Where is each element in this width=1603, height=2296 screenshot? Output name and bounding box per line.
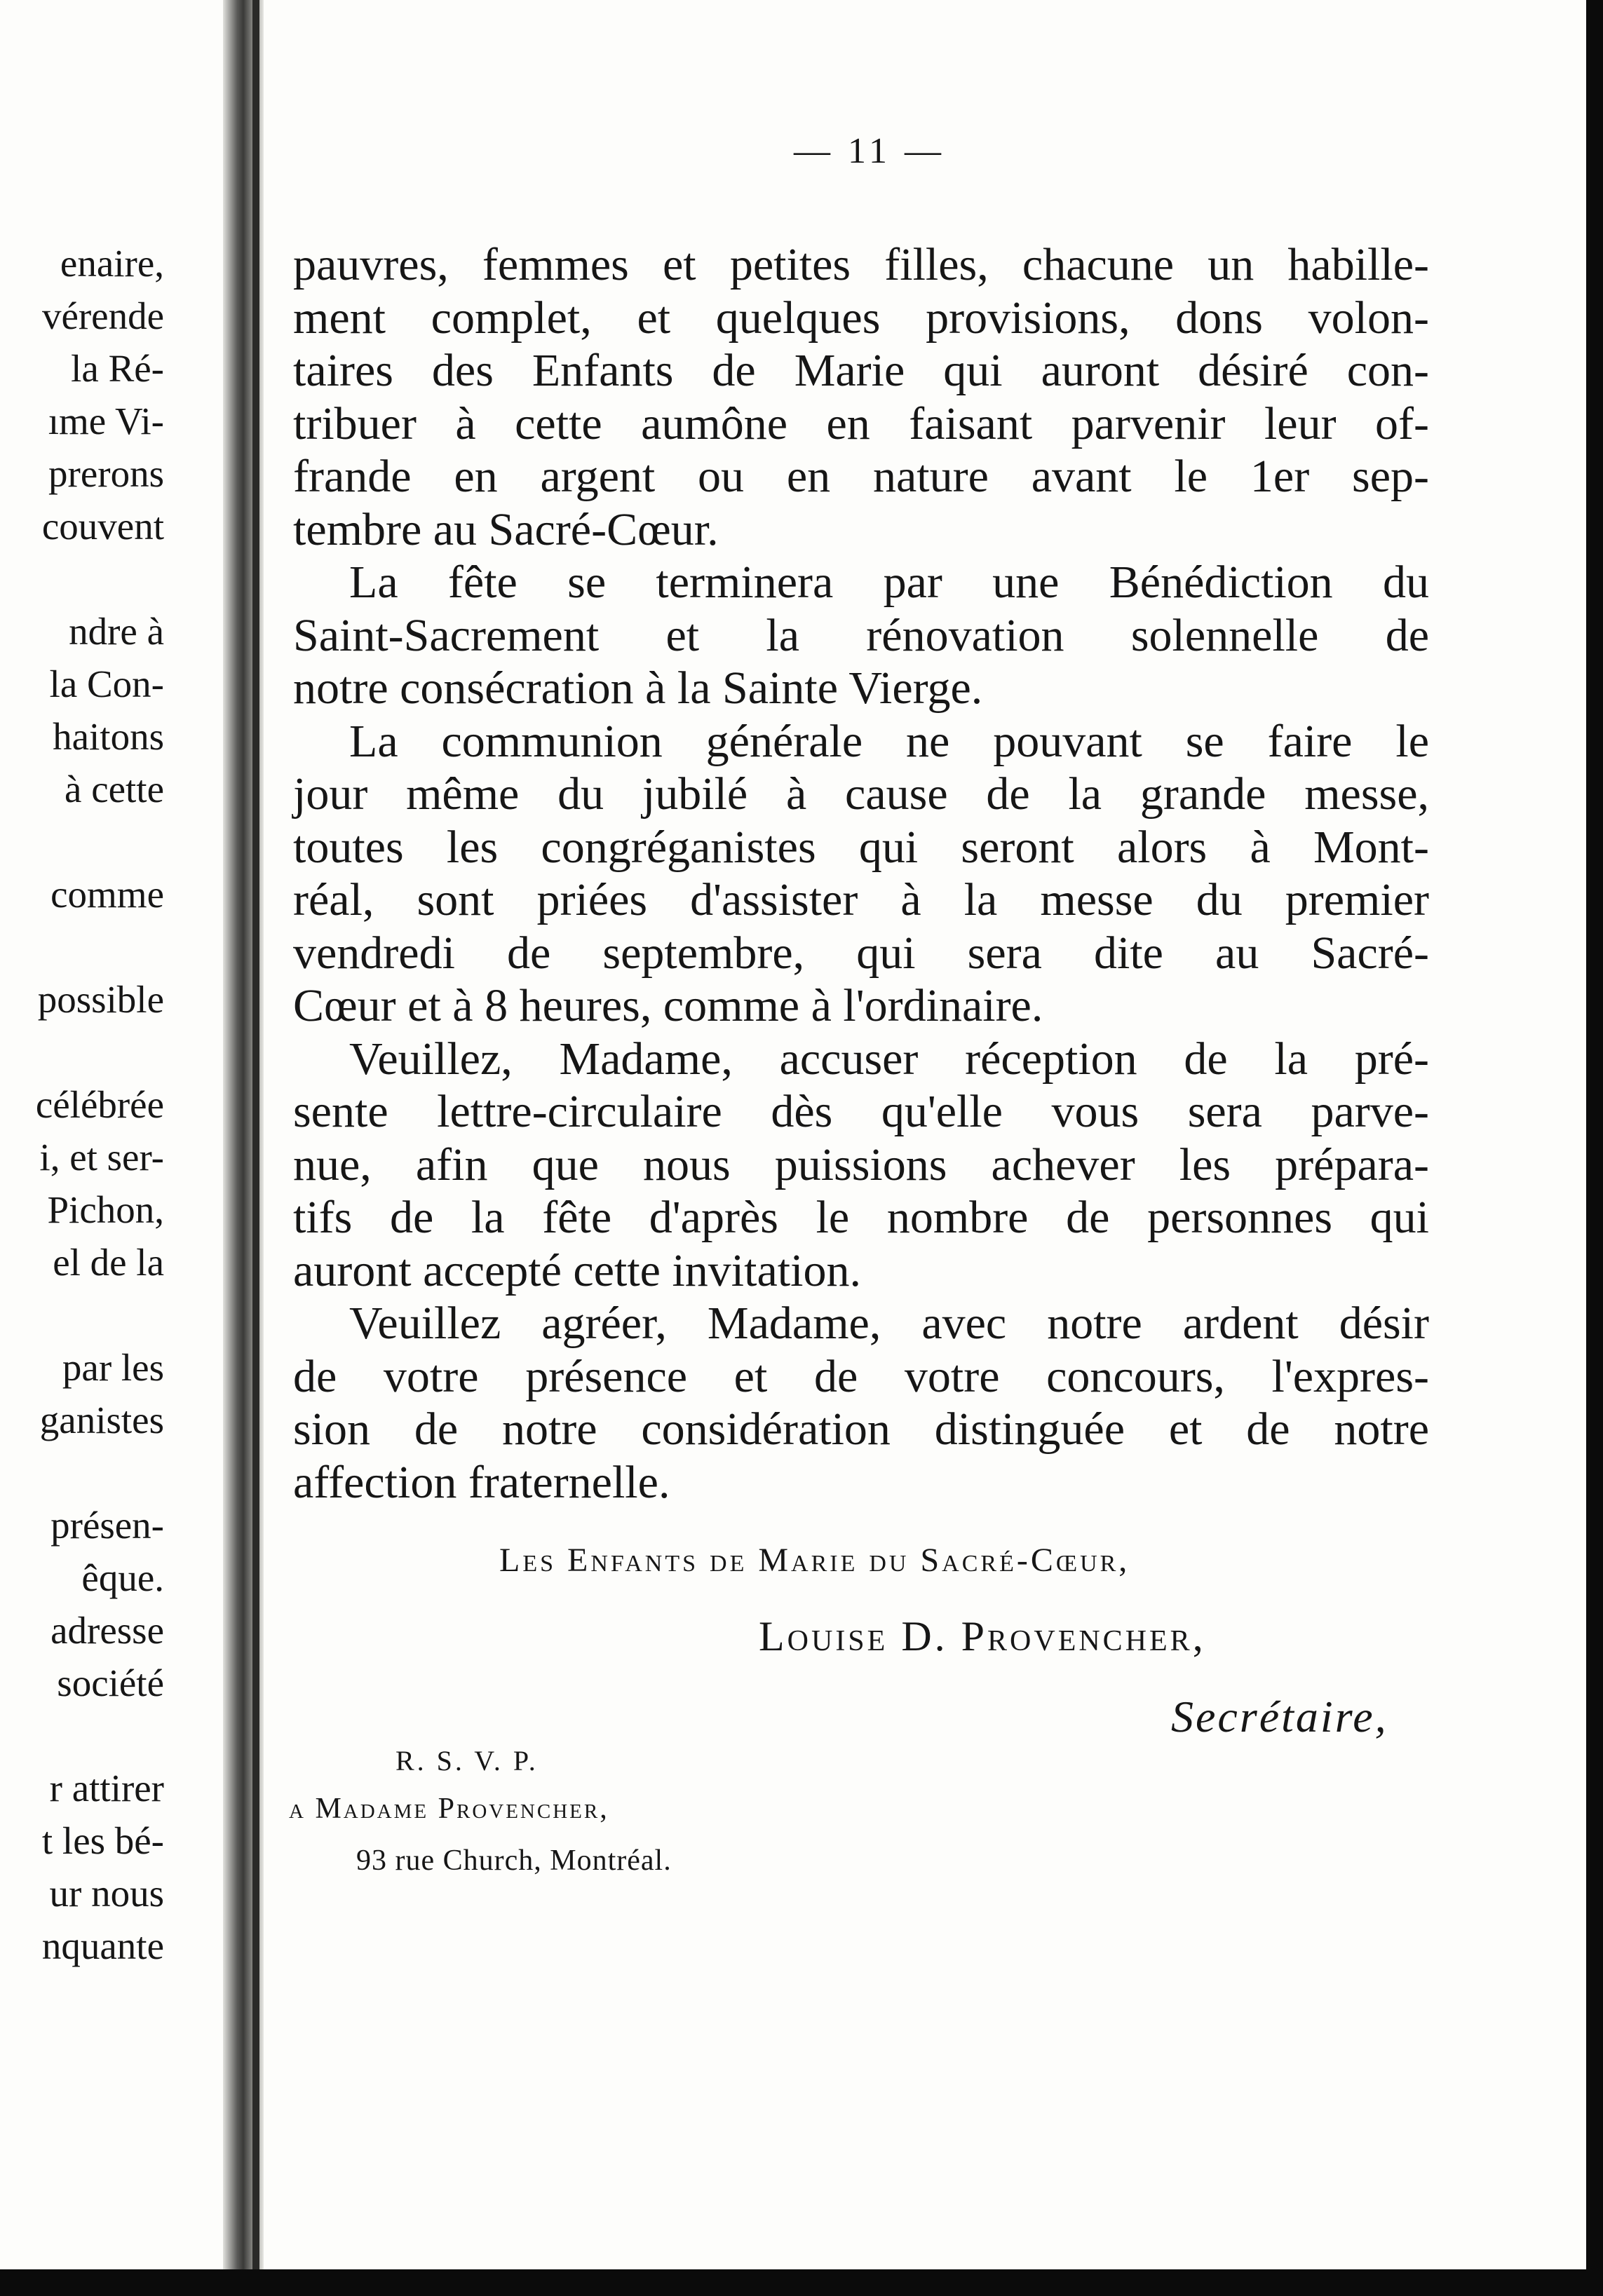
rsvp-recipient: a Madame Provencher, xyxy=(289,1793,609,1825)
body-line: La communion générale ne pouvant se faire le xyxy=(349,715,1429,767)
body-line: toutes les congréganistes qui seront alors à Mont- xyxy=(293,821,1429,873)
body-line: ment complet, et quelques provisions, dons volon- xyxy=(293,292,1429,344)
body-line: Cœur et à 8 heures, comme à l'ordinaire. xyxy=(293,980,1043,1031)
body-paragraph xyxy=(293,715,1429,1033)
body-line: tifs de la fête d'après le nombre de personnes qui xyxy=(293,1192,1429,1243)
body-paragraph xyxy=(293,1033,1429,1298)
left-page-line: ur nous xyxy=(49,1872,164,1915)
signature-title: Secrétaire, xyxy=(1171,1692,1388,1741)
left-page-line: par les xyxy=(62,1346,164,1389)
left-page-line: i, et ser- xyxy=(39,1136,164,1178)
body-line: tembre au Sacré-Cœur. xyxy=(293,503,719,555)
left-page-line: haitons xyxy=(53,715,164,758)
left-page-line: à cette xyxy=(65,768,164,810)
signature-organization: Les Enfants de Marie du Sacré-Cœur, xyxy=(499,1542,1130,1579)
left-page-line: nquante xyxy=(41,1924,164,1967)
body-paragraph xyxy=(293,238,1429,556)
body-line: Saint-Sacrement et la rénovation solennelle de xyxy=(293,609,1429,661)
signature-name: Louise D. Provencher, xyxy=(759,1613,1206,1659)
left-page-line: enaire, xyxy=(60,242,164,285)
left-page-line: Pichon, xyxy=(47,1188,164,1231)
body-paragraph xyxy=(293,1297,1429,1509)
body-line: de votre présence et de votre concours, l'expres- xyxy=(293,1350,1429,1402)
body-line: notre consécration à la Sainte Vierge. xyxy=(293,663,983,714)
left-page-line: célébrée xyxy=(35,1083,164,1126)
body-text xyxy=(293,238,1429,1509)
left-page-line: la Con- xyxy=(49,663,164,705)
left-page-fragment xyxy=(0,237,164,2060)
rsvp-label: R. S. V. P. xyxy=(395,1745,539,1777)
body-line: frande en argent ou en nature avant le 1er sep- xyxy=(293,451,1429,502)
body-line: tribuer à cette aumône en faisant parvenir leur of- xyxy=(293,398,1429,449)
left-page-line: adresse xyxy=(50,1609,164,1652)
left-page-line: société xyxy=(57,1662,164,1704)
body-paragraph xyxy=(293,556,1429,715)
left-page-line: présen- xyxy=(50,1504,164,1547)
left-page-line: ndre à xyxy=(69,610,164,653)
page-number: — 11 — xyxy=(793,131,946,171)
left-page-line: ıme Vi- xyxy=(48,400,164,442)
body-line: auront accepté cette invitation. xyxy=(293,1244,861,1296)
left-page-line: couvent xyxy=(41,505,164,548)
body-line: Veuillez agréer, Madame, avec notre ardent désir xyxy=(349,1298,1429,1349)
body-line: taires des Enfants de Marie qui auront désiré con- xyxy=(293,345,1429,396)
body-line: réal, sont priées d'assister à la messe du premier xyxy=(293,874,1429,925)
left-page-line: vérende xyxy=(41,294,164,337)
body-line: vendredi de septembre, qui sera dite au Sacré- xyxy=(293,927,1429,979)
body-line: nue, afin que nous puissions achever les prépara- xyxy=(293,1139,1429,1190)
left-page-line: r attirer xyxy=(49,1767,164,1809)
left-page-line: t les bé- xyxy=(41,1819,164,1862)
body-line: sion de notre considération distinguée et de notre xyxy=(293,1404,1429,1455)
left-page-line: comme xyxy=(50,873,164,916)
scan-edge-bottom xyxy=(0,2269,1603,2296)
left-page-line: possible xyxy=(37,978,164,1021)
rsvp-address: 93 rue Church, Montréal. xyxy=(356,1845,672,1877)
left-page-line: ganistes xyxy=(39,1399,164,1441)
body-line: La fête se terminera par une Bénédiction du xyxy=(349,557,1429,608)
body-line: pauvres, femmes et petites filles, chacune un habille- xyxy=(293,239,1429,290)
left-page-line: la Ré- xyxy=(71,347,164,390)
left-page-line: êque. xyxy=(81,1556,164,1599)
body-line: sente lettre-circulaire dès qu'elle vous sera parve- xyxy=(293,1086,1429,1137)
gutter-shadow xyxy=(252,0,259,2296)
scan-edge-right xyxy=(1586,0,1603,2296)
left-page-line: el de la xyxy=(53,1241,164,1284)
body-line: Veuillez, Madame, accuser réception de la pré- xyxy=(349,1033,1429,1085)
body-line: jour même du jubilé à cause de la grande messe, xyxy=(293,768,1429,820)
left-page-line: prerons xyxy=(48,452,164,495)
body-line: affection fraternelle. xyxy=(293,1456,670,1508)
